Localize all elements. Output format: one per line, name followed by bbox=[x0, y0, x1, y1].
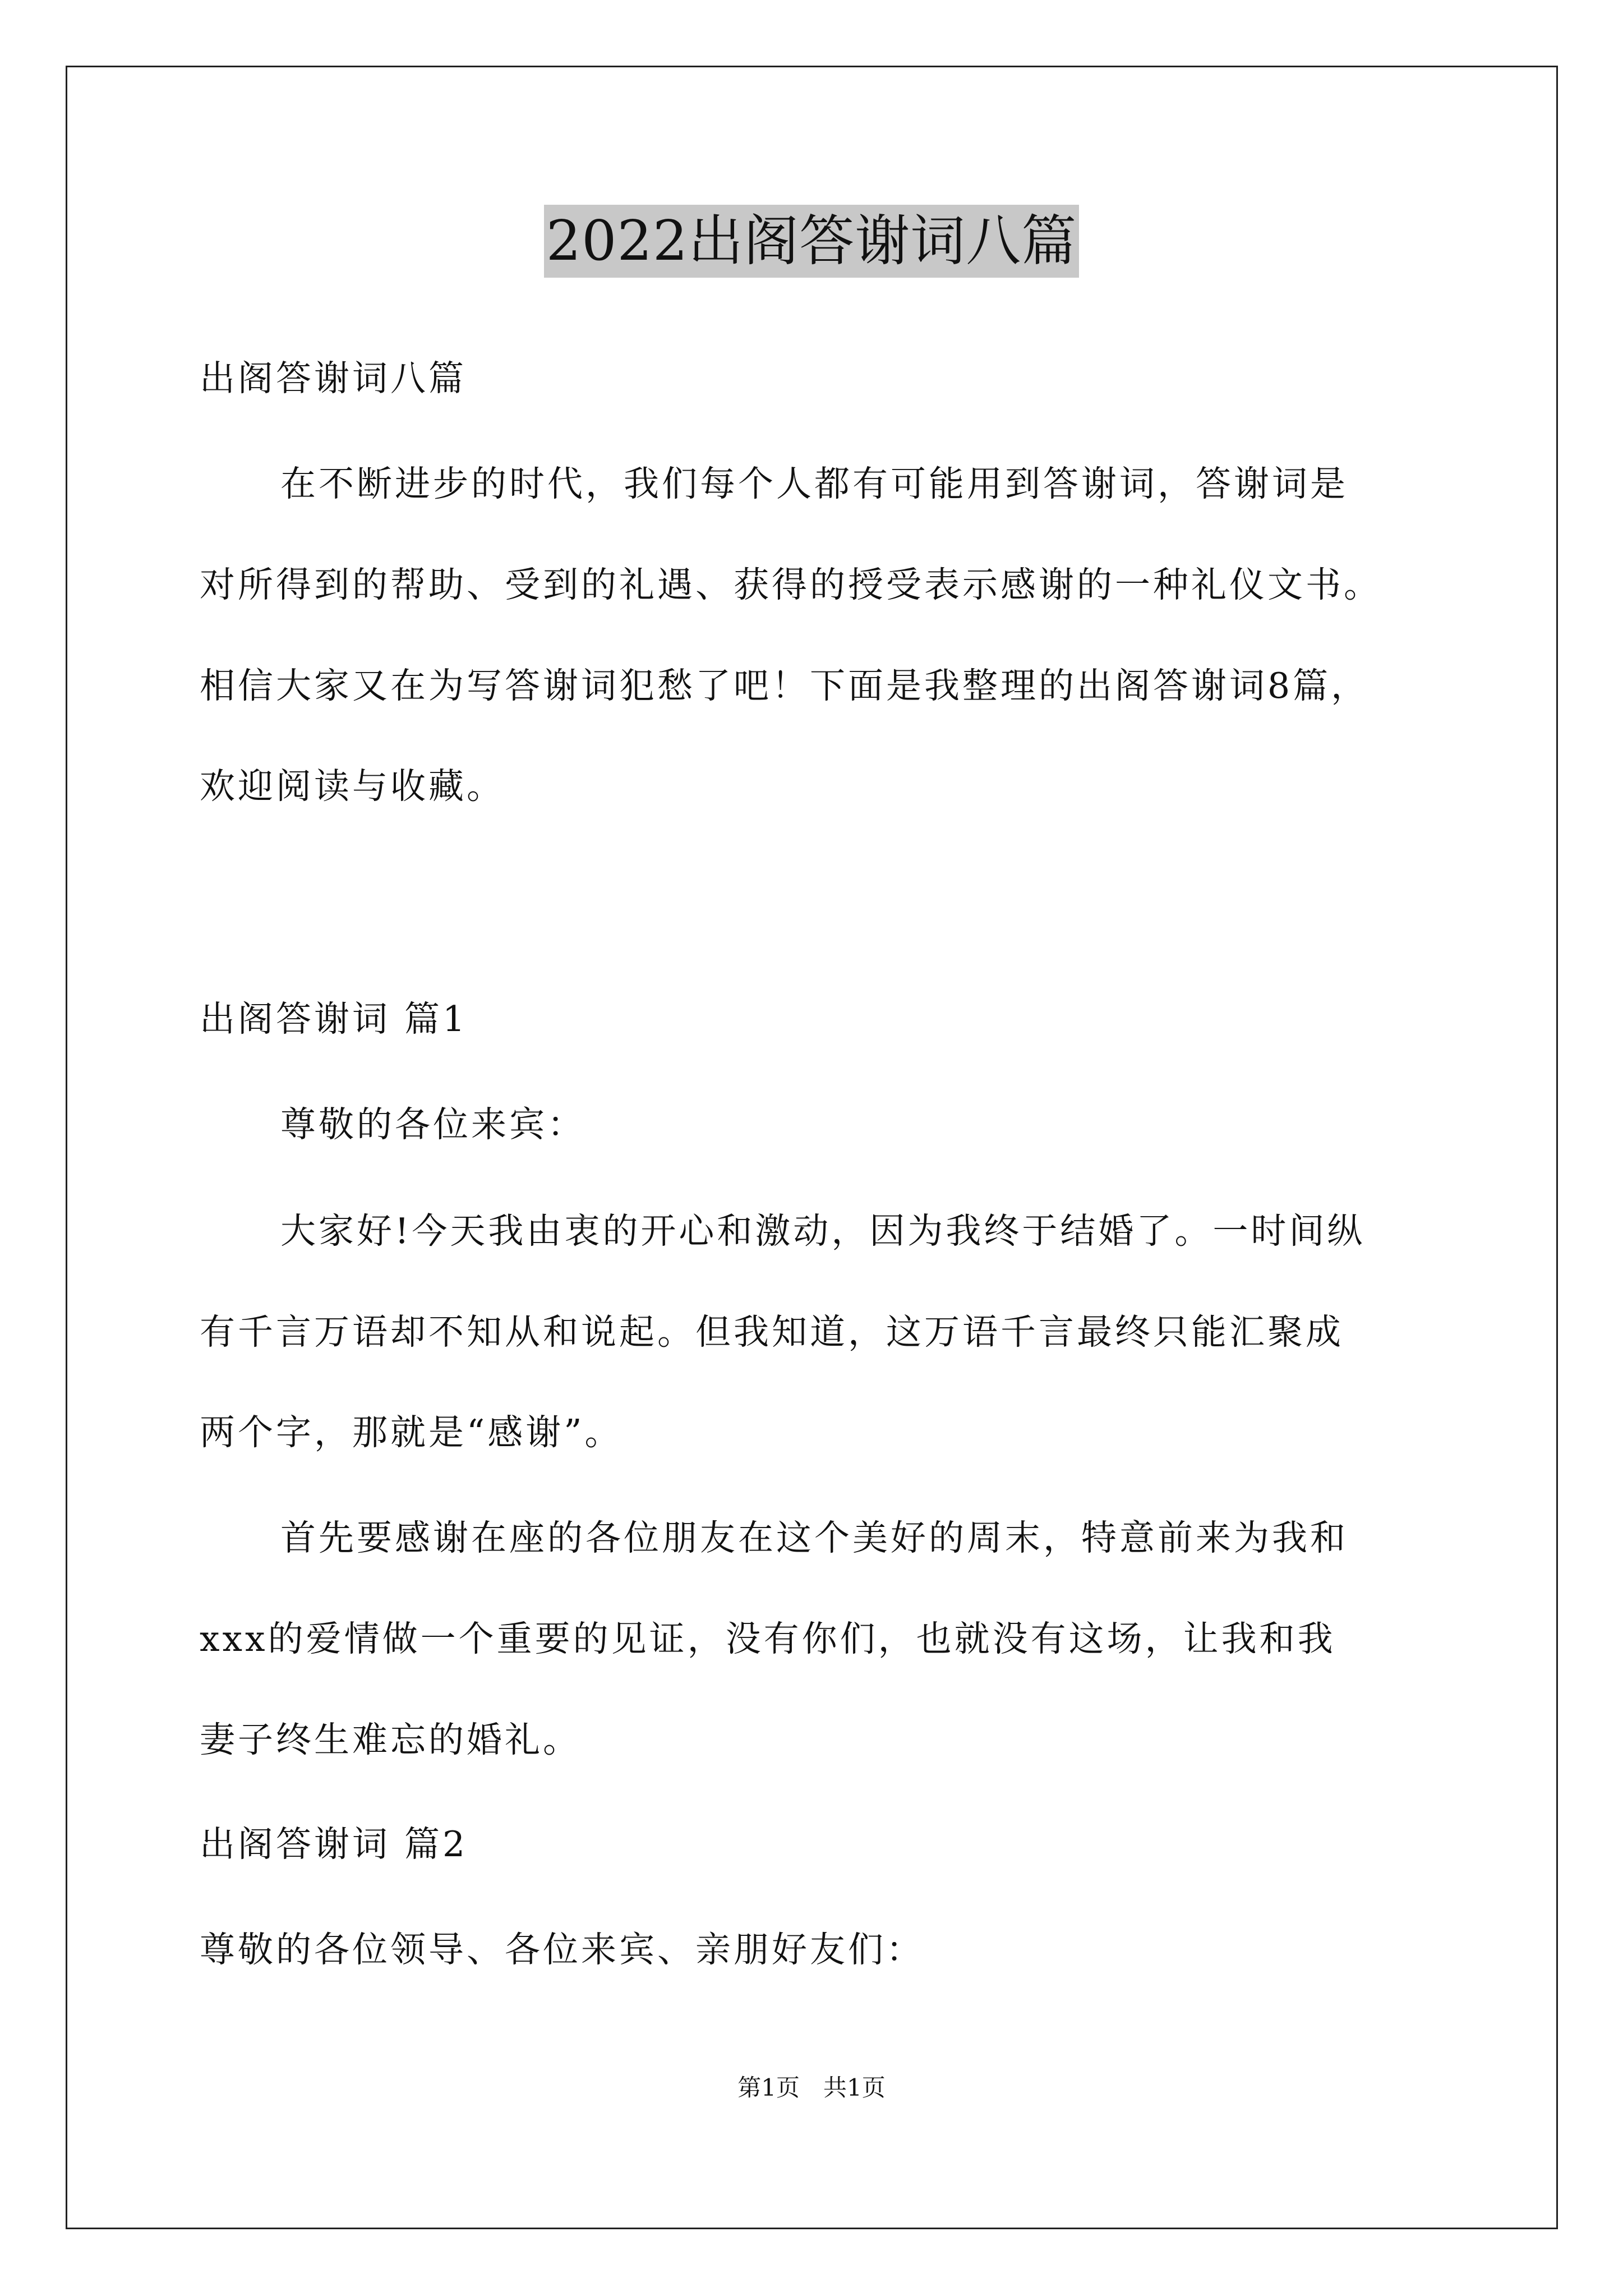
subtitle: 出阁答谢词八篇 bbox=[200, 358, 467, 399]
paragraph-line: 相信大家又在为写答谢词犯愁了吧！下面是我整理的出阁答谢词8篇， bbox=[200, 665, 1370, 706]
paragraph-line: 两个字，那就是“感谢”。 bbox=[200, 1412, 623, 1453]
page-footer: 第1页 共1页 bbox=[737, 2074, 886, 2101]
paragraph-line: 尊敬的各位来宾： bbox=[280, 1104, 585, 1145]
paragraph-line: xxx的爱情做一个重要的见证，没有你们，也就没有这场，让我和我 bbox=[200, 1618, 1336, 1659]
document-title: 2022出阁答谢词八篇 bbox=[544, 205, 1079, 278]
paragraph-line: 妻子终生难忘的婚礼。 bbox=[200, 1719, 581, 1760]
paragraph-line: 首先要感谢在座的各位朋友在这个美好的周末，特意前来为我和 bbox=[280, 1517, 1348, 1558]
paragraph-line: 尊敬的各位领导、各位来宾、亲朋好友们： bbox=[200, 1929, 924, 1970]
paragraph-line: 对所得到的帮助、受到的礼遇、获得的授受表示感谢的一种礼仪文书。 bbox=[200, 564, 1382, 605]
section-heading: 出阁答谢词 篇1 bbox=[200, 999, 468, 1039]
section-heading: 出阁答谢词 篇2 bbox=[200, 1824, 468, 1865]
paragraph-line: 有千言万语却不知从和说起。但我知道，这万语千言最终只能汇聚成 bbox=[200, 1312, 1344, 1352]
paragraph-line: 欢迎阅读与收藏。 bbox=[200, 766, 505, 807]
paragraph-line: 大家好!今天我由衷的开心和激动，因为我终于结婚了。一时间纵 bbox=[280, 1211, 1366, 1251]
paragraph-line: 在不断进步的时代，我们每个人都有可能用到答谢词，答谢词是 bbox=[280, 463, 1348, 504]
title-container bbox=[0, 205, 1623, 278]
